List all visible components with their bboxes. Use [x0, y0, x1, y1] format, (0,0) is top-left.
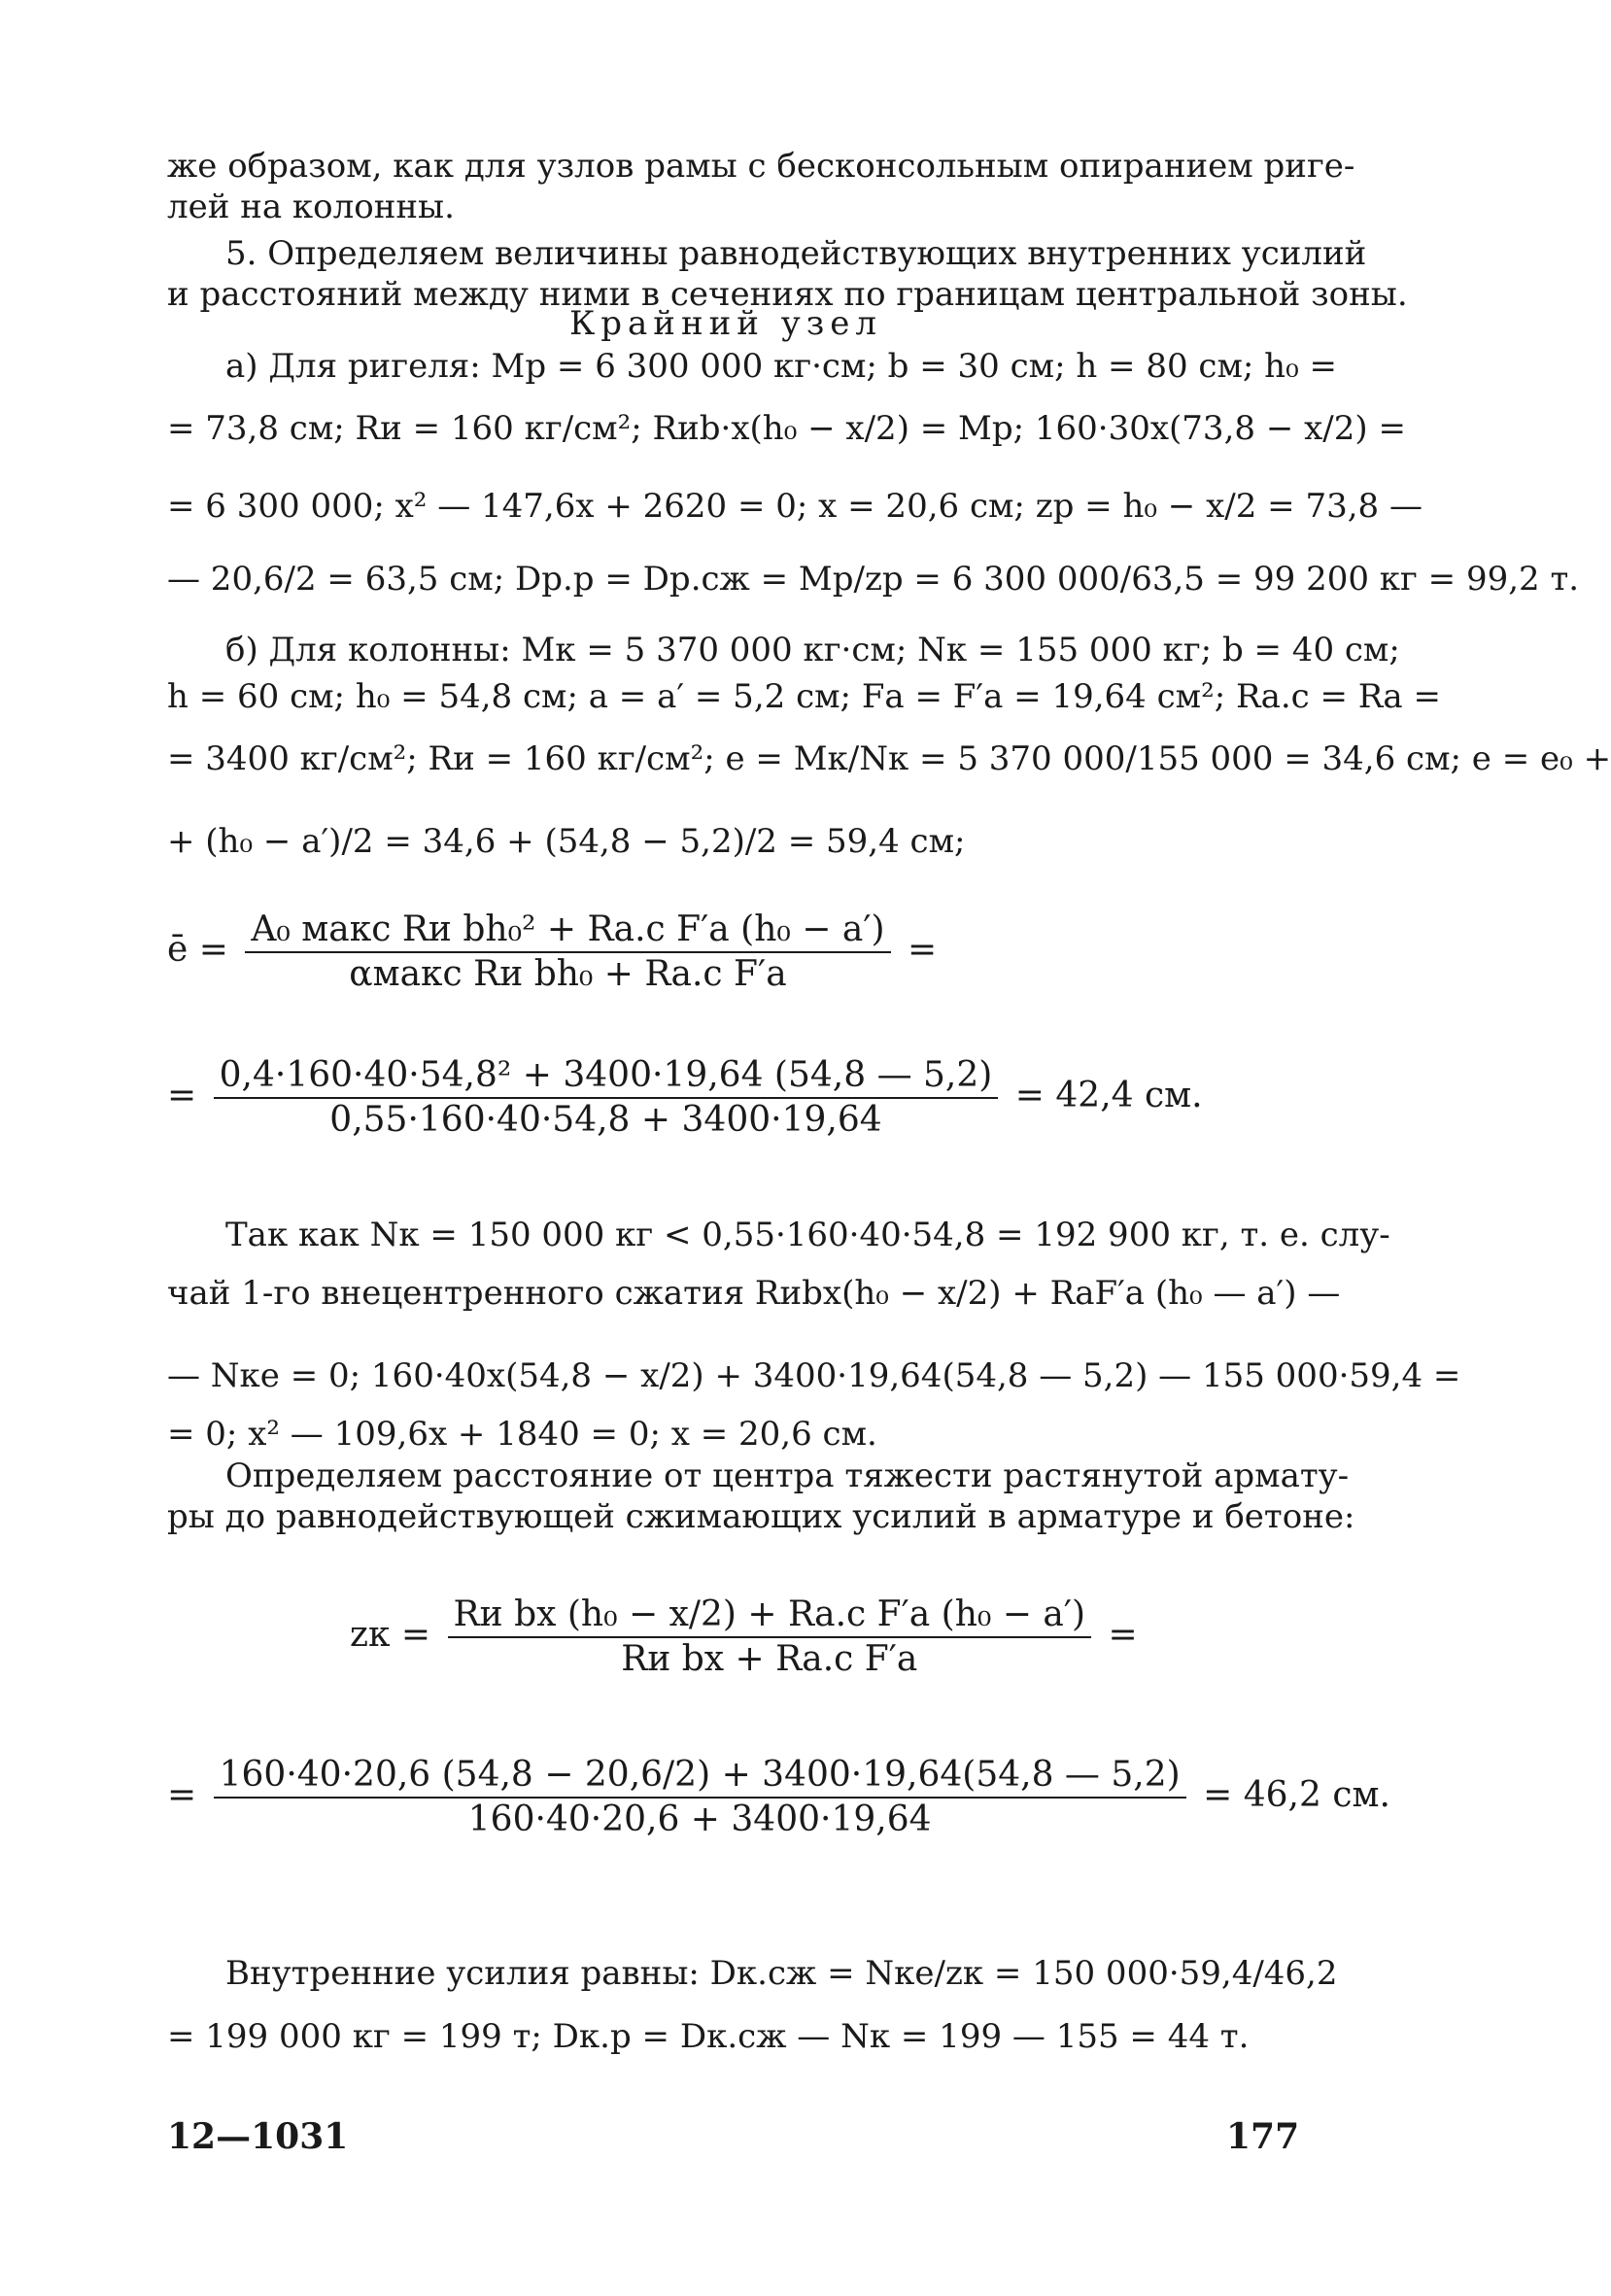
formula-e-bar-values: = $\frac{\text{0,4·160·40·54,8² + 3400·19,64 (54,8 — 5,2)}}{0,55\cdot 160\cdot 40\cdot 54,8 + 3400\cdot 19,64}$ = 42,4 см. — [167, 1055, 1203, 1140]
text-line: Внутренние усилия равны: Dк.сж = Nкe/zк = 150 000·59,4/46,2 — [225, 1954, 1338, 1993]
formula-denominator: 0,55·160·40·54,8 + 3400·19,64 — [329, 1100, 882, 1140]
formula-result: = 46,2 см. — [1203, 1775, 1390, 1815]
formula-numerator: 160·40·20,6 (54,8 − 20,6/2) + 3400·19,64(54,8 — 5,2) — [214, 1754, 1186, 1799]
formula-numerator: Rи bx (h₀ − x/2) + Rа.с F′а (h₀ − a′) — [448, 1593, 1092, 1638]
text-line: — Nкe = 0; 160·40x(54,8 − x/2) + 3400·19,64(54,8 — 5,2) — 155 000·59,4 = — [167, 1356, 1461, 1395]
text-line: = 73,8 см; Rи = 160 кг/см²; Rиb·x(h₀ − x/2) = Mр; 160·30x(73,8 − x/2) = — [167, 409, 1406, 448]
formula-numerator: A₀ макс Rи bh₀² + Rа.с F′а (h₀ − a′) — [245, 908, 890, 953]
text-line: = 0; x² — 109,6x + 1840 = 0; x = 20,6 см. — [167, 1415, 877, 1454]
formula-lhs: zк = — [350, 1615, 431, 1655]
page-number: 177 — [1226, 2116, 1300, 2157]
formula-result: = 42,4 см. — [1014, 1076, 1203, 1115]
text-line: — 20,6/2 = 63,5 см; Dр.р = Dр.сж = Mр/zр = 6 300 000/63,5 = 99 200 кг = 99,2 т. — [167, 560, 1580, 599]
formula-lhs: ē = — [167, 930, 228, 970]
formula-denominator: αмакс Rи bh₀ + Rа.с F′а — [349, 954, 787, 994]
formula-fraction — [245, 908, 890, 996]
text-line: = 3400 кг/см²; Rи = 160 кг/см²; e = Mк/Nк = 5 370 000/155 000 = 34,6 см; e = e₀ + — [167, 739, 1611, 778]
text-line: чай 1-го внецентренного сжатия Rиbx(h₀ − x/2) + RаF′а (h₀ — a′) — — [167, 1274, 1341, 1313]
text-line: = 199 000 кг = 199 т; Dк.р = Dк.сж — Nк = 199 — 155 = 44 т. — [167, 2017, 1250, 2056]
text-line: и расстояний между ними в сечениях по границам центральной зоны. — [167, 275, 1408, 314]
section-heading: Крайний узел — [568, 304, 883, 343]
formula-denominator: Rи bx + Rа.с F′а — [621, 1639, 918, 1679]
text-line: а) Для ригеля: Mр = 6 300 000 кг·см; b = 30 см; h = 80 см; h₀ = — [225, 347, 1337, 386]
text-line: Так как Nк = 150 000 кг < 0,55·160·40·54,8 = 192 900 кг, т. е. слу- — [225, 1216, 1390, 1254]
text-line: Определяем расстояние от центра тяжести растянутой армату- — [225, 1456, 1350, 1495]
text-line: же образом, как для узлов рамы с бесконсольным опиранием риге- — [167, 147, 1355, 186]
formula-tail: = — [1108, 1615, 1138, 1655]
formula-zk — [350, 1593, 1224, 1720]
text-line: = 6 300 000; x² — 147,6x + 2620 = 0; x = 20,6 см; zр = h₀ − x/2 = 73,8 — — [167, 487, 1422, 526]
formula-e-bar — [167, 908, 1285, 1035]
formula-numerator: 0,4·160·40·54,8² + 3400·19,64 (54,8 — 5,2) — [214, 1054, 999, 1099]
text-line: лей на колонны. — [167, 188, 455, 226]
formula-fraction — [214, 1754, 1186, 1841]
text-line: 5. Определяем величины равнодействующих внутренних усилий — [225, 234, 1367, 273]
formula-fraction — [448, 1593, 1092, 1681]
formula-zk-values: = $\frac{160\cdot 40\cdot 20,6 (54,8 - 20,6/2) + 3400\cdot 19,64(54,8 — 5,2)}{160\cdot 40\cdot 20,6 + 3400\cdot 19,64}$ = 46,2 см. — [167, 1755, 1390, 1839]
formula-fraction — [214, 1054, 999, 1142]
text-line: + (h₀ − a′)/2 = 34,6 + (54,8 − 5,2)/2 = 59,4 см; — [167, 822, 966, 861]
text-line: ры до равнодействующей сжимающих усилий в арматуре и бетоне: — [167, 1497, 1355, 1536]
formula-tail: = — [908, 930, 938, 970]
signature-mark: 12—1031 — [167, 2116, 349, 2157]
text-line: h = 60 см; h₀ = 54,8 см; a = a′ = 5,2 см; Fа = F′а = 19,64 см²; Rа.с = Rа = — [167, 677, 1441, 716]
text-line: б) Для колонны: Mк = 5 370 000 кг·см; Nк = 155 000 кг; b = 40 см; — [225, 631, 1400, 669]
formula-denominator: 160·40·20,6 + 3400·19,64 — [467, 1799, 932, 1839]
